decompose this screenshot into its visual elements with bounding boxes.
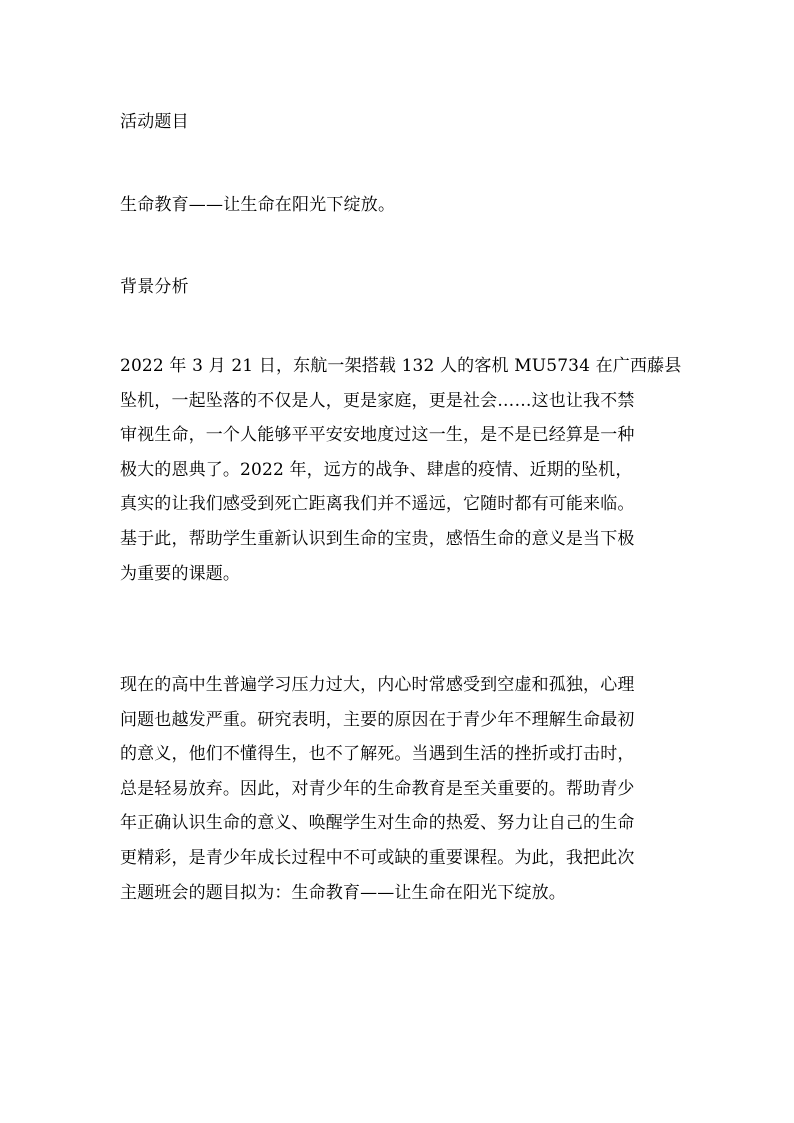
paragraph-line: 极大的恩典了。2022 年，远方的战争、肆虐的疫情、近期的坠机， bbox=[120, 459, 633, 480]
paragraph-line: 2022 年 3 月 21 日，东航一架搭载 132 人的客机 MU5734 在广西藤县 bbox=[120, 356, 682, 376]
paragraph-line: 坠机，一起坠落的不仅是人，更是家庭，更是社会……这也让我不禁 bbox=[120, 390, 635, 411]
paragraph-line: 问题也越发严重。研究表明，主要的原因在于青少年不理解生命最初 bbox=[120, 709, 635, 730]
paragraph-line: 审视生命，一个人能够平平安安地度过这一生，是不是已经算是一种 bbox=[120, 425, 635, 446]
paragraph-background-1 bbox=[120, 349, 700, 591]
paragraph-line: 为重要的课题。 bbox=[120, 563, 241, 584]
paragraph-line: 总是轻易放弃。因此，对青少年的生命教育是至关重要的。帮助青少 bbox=[120, 778, 635, 799]
paragraph-line: 真实的让我们感受到死亡距离我们并不遥远，它随时都有可能来临。 bbox=[120, 494, 635, 515]
paragraph-line: 年正确认识生命的意义、唤醒学生对生命的热爱、努力让自己的生命 bbox=[120, 813, 635, 834]
topic-title: 生命教育——让生命在阳光下绽放。 bbox=[120, 195, 396, 215]
paragraph-line: 基于此，帮助学生重新认识到生命的宝贵，感悟生命的意义是当下极 bbox=[120, 528, 635, 549]
paragraph-line: 现在的高中生普遍学习压力过大，内心时常感受到空虚和孤独，心理 bbox=[120, 675, 635, 695]
paragraph-line: 的意义，他们不懂得生，也不了解死。当遇到生活的挫折或打击时， bbox=[120, 744, 635, 765]
section-heading-background: 背景分析 bbox=[120, 277, 189, 297]
paragraph-line: 更精彩，是青少年成长过程中不可或缺的重要课程。为此，我把此次 bbox=[120, 847, 635, 868]
paragraph-line: 主题班会的题目拟为：生命教育——让生命在阳光下绽放。 bbox=[120, 882, 566, 903]
section-heading-topic: 活动题目 bbox=[120, 112, 189, 132]
paragraph-background-2 bbox=[120, 668, 700, 910]
